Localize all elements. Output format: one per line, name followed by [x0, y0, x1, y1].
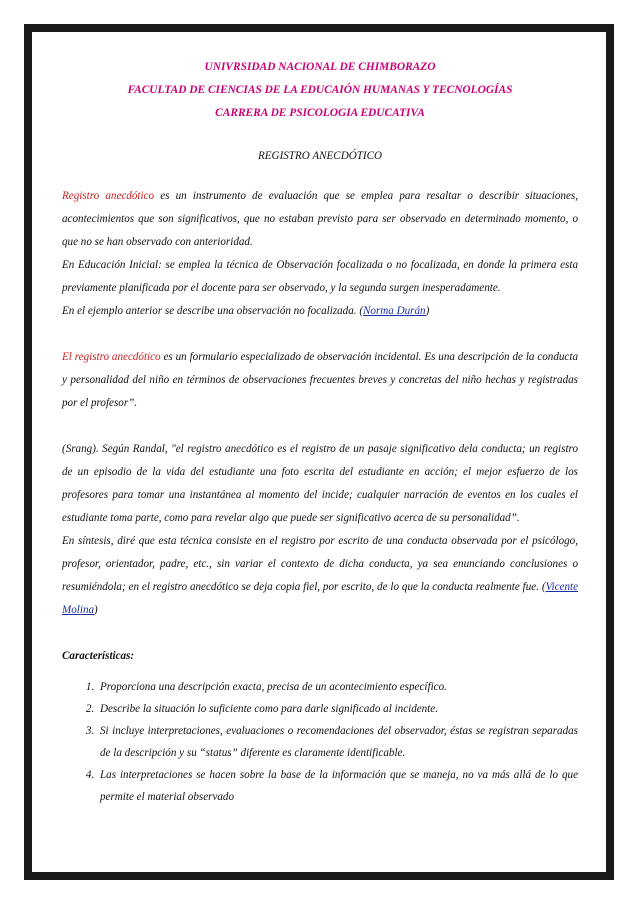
career-name: CARRERA DE PSICOLOGIA EDUCATIVA	[215, 107, 425, 119]
author-link-vicente-molina[interactable]: Vicente Molina	[62, 581, 578, 616]
list-item: 4. Las interpretaciones se hacen sobre la base de la información que se maneja, no va más allá de lo que permite el material observado	[97, 764, 578, 808]
paragraph-text: En el ejemplo anterior se describe una observación no focalizada. (	[62, 305, 364, 317]
closing-paren: )	[94, 604, 98, 616]
document-title: REGISTRO ANECDÓTICO	[258, 150, 382, 162]
paragraph-definition	[62, 185, 578, 254]
university-name: UNIVRSIDAD NACIONAL DE CHIMBORAZO	[204, 61, 436, 73]
document-header	[62, 56, 578, 125]
paragraph-form	[62, 346, 578, 415]
paragraph-initial-education: En Educación Inicial: se emplea la técnica de Observación focalizada o no focalizada, en donde la primera esta previamente planificada por el docente para ser observado, y la segunda surgen inesperadamente.	[62, 259, 578, 294]
author-link-norma-duran[interactable]: Norma Durán	[363, 305, 426, 317]
term-highlight: El registro anecdótico	[62, 351, 161, 363]
term-highlight: Registro anecdótico	[62, 190, 155, 202]
paragraph-randal-quote: (Srang). Según Randal, "el registro anecdótico es el registro de un pasaje significativo dela conducta; un registro de un episodio de la vida del estudiante una foto escrita del estudiante en acción; el mejor esfuerzo de los profesores para tomar una instantánea al momento del incide; cualquier narración de eventos en los cuales el estudiante toma parte, como para revelar algo que puede ser significativo acerca de su personalidad”.	[62, 443, 578, 524]
document-content	[62, 56, 578, 808]
list-item: 3. Si incluye interpretaciones, evaluaciones o recomendaciones del observador, éstas se registran separadas de la descripción y su “status” diferente es claramente identificable.	[97, 720, 578, 764]
faculty-name: FACULTAD DE CIENCIAS DE LA EDUCAIÓN HUMANAS Y TECNOLOGÍAS	[127, 84, 513, 96]
paragraph-example	[62, 300, 578, 323]
paragraph-text: En síntesis, diré que esta técnica consiste en el registro por escrito de una conducta observada por el psicólogo, profesor, orientador, padre, etc., sin variar el contexto de dicha conducta, ya sea enunciando conclusiones o resumiéndola; en el registro anecdótico se deja copia fiel, por escrito, de lo que la conducta realmente fue. (	[62, 535, 578, 593]
list-item: 1. Proporciona una descripción exacta, precisa de un acontecimiento específico.	[97, 676, 578, 698]
closing-paren: )	[425, 305, 430, 317]
characteristics-heading: Características:	[62, 650, 135, 662]
characteristics-list	[62, 676, 578, 808]
paragraph-text: es un instrumento de evaluación que se emplea para resaltar o describir situaciones, acontecimientos que son significativos, que no estaban previsto para ser observado en determinado momento, o que no se han observado con anterioridad.	[62, 190, 578, 248]
document-body	[62, 185, 578, 808]
paragraph-synthesis	[62, 530, 578, 622]
list-item: 2. Describe la situación lo suficiente como para darle significado al incidente.	[97, 698, 578, 720]
paragraph-text: es un formulario especializado de observación incidental. Es una descripción de la conducta y personalidad del niño en términos de observaciones frecuentes breves y concretas del niño hechas y registradas por el profesor”.	[62, 351, 578, 409]
